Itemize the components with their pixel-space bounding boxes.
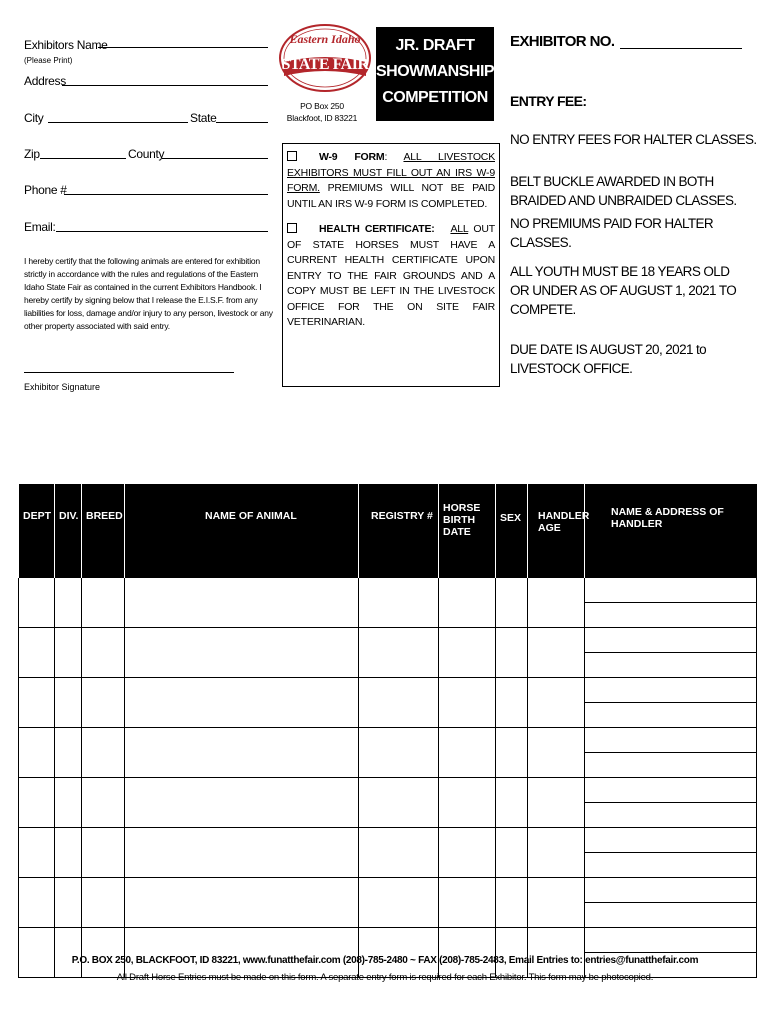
table-cell[interactable] <box>496 628 528 678</box>
table-row <box>19 878 757 928</box>
table-cell[interactable] <box>528 828 585 878</box>
table-cell[interactable] <box>528 678 585 728</box>
table-cell[interactable] <box>439 728 496 778</box>
table-cell[interactable] <box>585 728 757 778</box>
table-cell[interactable] <box>439 928 496 978</box>
table-cell[interactable] <box>359 778 439 828</box>
table-cell[interactable] <box>528 628 585 678</box>
exhibitors-name-field[interactable] <box>98 47 268 48</box>
table-cell[interactable] <box>19 778 55 828</box>
table-cell[interactable] <box>125 728 359 778</box>
please-print-note: (Please Print) <box>24 56 73 65</box>
fair-address-line2: Blackfoot, ID 83221 <box>286 113 358 123</box>
table-cell[interactable] <box>359 628 439 678</box>
city-field[interactable] <box>48 122 188 123</box>
table-cell[interactable] <box>585 678 757 728</box>
table-cell[interactable] <box>359 828 439 878</box>
col-name-of-animal: NAME OF ANIMAL <box>125 484 359 578</box>
title-box <box>376 27 494 121</box>
table-cell[interactable] <box>82 628 125 678</box>
title-line1: JR. DRAFT <box>395 37 475 54</box>
col-registry: REGISTRY # <box>359 484 439 578</box>
table-cell[interactable] <box>496 728 528 778</box>
table-cell[interactable] <box>55 878 82 928</box>
table-cell[interactable] <box>439 628 496 678</box>
table-cell[interactable] <box>82 678 125 728</box>
title-line2: SHOWMANSHIP <box>376 63 495 80</box>
table-cell[interactable] <box>125 828 359 878</box>
table-cell[interactable] <box>439 878 496 928</box>
health-all: ALL <box>450 223 469 235</box>
address-label: Address <box>24 74 66 88</box>
signature-label: Exhibitor Signature <box>24 382 101 392</box>
table-cell[interactable] <box>19 678 55 728</box>
table-cell[interactable] <box>82 828 125 878</box>
email-label: Email: <box>24 220 56 234</box>
table-cell[interactable] <box>55 928 82 978</box>
table-cell[interactable] <box>528 928 585 978</box>
table-cell[interactable] <box>55 678 82 728</box>
entries-table <box>18 484 757 978</box>
table-cell[interactable] <box>125 928 359 978</box>
w9-checkbox[interactable] <box>287 151 297 161</box>
table-cell[interactable] <box>439 678 496 728</box>
table-row <box>19 728 757 778</box>
health-label: HEALTH CERTIFICATE: <box>319 223 435 235</box>
table-cell[interactable] <box>82 878 125 928</box>
table-cell[interactable] <box>496 578 528 628</box>
footer-note: All Draft Horse Entries must be made on this form. A separate entry form is required for each Exhibitor. This form may be photocopied. <box>116 972 654 983</box>
state-field[interactable] <box>216 122 268 123</box>
notice-box <box>282 143 500 387</box>
table-cell[interactable] <box>359 578 439 628</box>
col-breed: BREED <box>82 484 125 578</box>
table-cell[interactable] <box>496 878 528 928</box>
health-notice <box>287 222 495 331</box>
state-label: State <box>190 111 217 125</box>
table-cell[interactable] <box>82 728 125 778</box>
table-cell[interactable] <box>585 778 757 828</box>
table-cell[interactable] <box>528 728 585 778</box>
health-checkbox[interactable] <box>287 223 297 233</box>
table-cell[interactable] <box>528 578 585 628</box>
county-field[interactable] <box>162 158 268 159</box>
table-cell[interactable] <box>125 578 359 628</box>
table-cell[interactable] <box>55 578 82 628</box>
table-cell[interactable] <box>439 778 496 828</box>
certification-text: I hereby certify that the following animals are entered for exhibition strictly in accordance with the rules and regulations of the Eastern Idaho State Fair as contained in the current Exhibitors Handbook. I hereby certify by signing below that I release the E.I.S.F. from any liabilities for loss, damage and/or injury to any person, livestock or any other property associated with said entry. <box>24 256 273 331</box>
zip-field[interactable] <box>40 158 126 159</box>
table-cell[interactable] <box>19 828 55 878</box>
table-cell[interactable] <box>496 928 528 978</box>
footer-contact: P.O. BOX 250, BLACKFOOT, ID 83221, www.funatthefair.com (208)-785-2480 ~ FAX (208)-785-2483, Email Entries to: entries@funatthefair.com <box>71 955 699 966</box>
phone-label: Phone # <box>24 183 67 197</box>
table-cell[interactable] <box>55 828 82 878</box>
signature-line[interactable] <box>24 372 234 373</box>
table-cell[interactable] <box>585 628 757 678</box>
table-cell[interactable] <box>496 678 528 728</box>
table-cell[interactable] <box>439 828 496 878</box>
exhibitors-name-label: Exhibitors Name <box>24 38 108 52</box>
w9-text2: PREMIUMS WILL NOT BE PAID UNTIL AN IRS W-9 FORM IS COMPLETED. <box>287 182 495 210</box>
table-cell[interactable] <box>585 828 757 878</box>
due-date: DUE DATE IS AUGUST 20, 2021 to LIVESTOCK OFFICE. <box>510 342 707 376</box>
table-cell[interactable] <box>19 578 55 628</box>
phone-field[interactable] <box>64 194 268 195</box>
table-cell[interactable] <box>55 778 82 828</box>
col-div: DIV. <box>55 484 82 578</box>
table-cell[interactable] <box>19 928 55 978</box>
table-cell[interactable] <box>439 578 496 628</box>
table-cell[interactable] <box>55 628 82 678</box>
no-premiums: NO PREMIUMS PAID FOR HALTER CLASSES. <box>510 216 714 250</box>
no-entry-fees: NO ENTRY FEES FOR HALTER CLASSES. <box>510 132 757 147</box>
fair-address-line1: PO Box 250 <box>300 101 344 111</box>
health-text: OUT OF STATE HORSES MUST HAVE A CURRENT HEALTH CERTIFICATE UPON ENTRY TO THE FAIR GROUNDS AND A COPY MUST BE LEFT IN THE LIVESTOCK OFFICE FOR THE ON SITE FAIR VETERINARIAN. <box>287 223 495 328</box>
email-field[interactable] <box>56 231 268 232</box>
w9-label: W-9 FORM <box>319 151 385 163</box>
state-fair-logo <box>278 22 372 94</box>
table-cell[interactable] <box>125 628 359 678</box>
entry-fee-label: ENTRY FEE: <box>510 93 587 109</box>
table-cell[interactable] <box>359 728 439 778</box>
table-cell[interactable] <box>125 678 359 728</box>
table-cell[interactable] <box>82 578 125 628</box>
logo-line2: STATE FAIR <box>281 56 369 73</box>
table-cell[interactable] <box>125 878 359 928</box>
table-cell[interactable] <box>55 728 82 778</box>
county-label: County <box>128 147 165 161</box>
w9-text: ALL LIVESTOCK EXHIBITORS MUST FILL OUT AN IRS W-9 FORM. <box>287 151 495 194</box>
table-cell[interactable] <box>496 778 528 828</box>
col-handler-age: HANDLER AGE <box>528 484 585 578</box>
table-cell[interactable] <box>585 878 757 928</box>
table-row <box>19 628 757 678</box>
col-birth-date: HORSE BIRTH DATE <box>439 484 496 578</box>
table-cell[interactable] <box>528 778 585 828</box>
table-cell[interactable] <box>359 678 439 728</box>
table-cell[interactable] <box>19 628 55 678</box>
table-cell[interactable] <box>359 928 439 978</box>
table-header <box>19 484 757 578</box>
table-row <box>19 928 757 978</box>
table-cell[interactable] <box>82 928 125 978</box>
table-cell[interactable] <box>19 728 55 778</box>
address-field[interactable] <box>62 85 268 86</box>
table-cell[interactable] <box>125 778 359 828</box>
w9-notice: W-9 FORM: ALL LIVESTOCK EXHIBITORS MUST FILL OUT AN IRS W-9 FORM. PREMIUMS WILL NOT BE PAID UNTIL AN IRS W-9 FORM IS COMPLETED. <box>287 151 495 210</box>
table-cell[interactable] <box>585 578 757 628</box>
table-row <box>19 828 757 878</box>
table-cell[interactable] <box>19 878 55 928</box>
col-dept: DEPT <box>19 484 55 578</box>
table-row <box>19 778 757 828</box>
table-row <box>19 578 757 628</box>
title-line3: COMPETITION <box>382 89 488 106</box>
table-cell[interactable] <box>359 878 439 928</box>
exhibitor-no-label: EXHIBITOR NO. <box>510 33 615 50</box>
table-cell[interactable] <box>82 778 125 828</box>
table-cell[interactable] <box>528 878 585 928</box>
col-handler-name-address: NAME & ADDRESS OF HANDLER <box>585 484 757 578</box>
table-cell[interactable] <box>496 828 528 878</box>
table-cell[interactable] <box>585 928 757 978</box>
fair-address <box>282 100 362 124</box>
youth-age-rule: ALL YOUTH MUST BE 18 YEARS OLD OR UNDER AS OF AUGUST 1, 2021 TO COMPETE. <box>510 264 737 317</box>
city-label: City <box>24 111 44 125</box>
exhibitor-no-field[interactable] <box>620 48 742 49</box>
table-row <box>19 678 757 728</box>
logo-line1: Eastern Idaho <box>289 32 361 46</box>
col-sex: SEX <box>496 484 528 578</box>
belt-buckle: BELT BUCKLE AWARDED IN BOTH BRAIDED AND UNBRAIDED CLASSES. <box>510 174 737 208</box>
zip-label: Zip <box>24 147 40 161</box>
